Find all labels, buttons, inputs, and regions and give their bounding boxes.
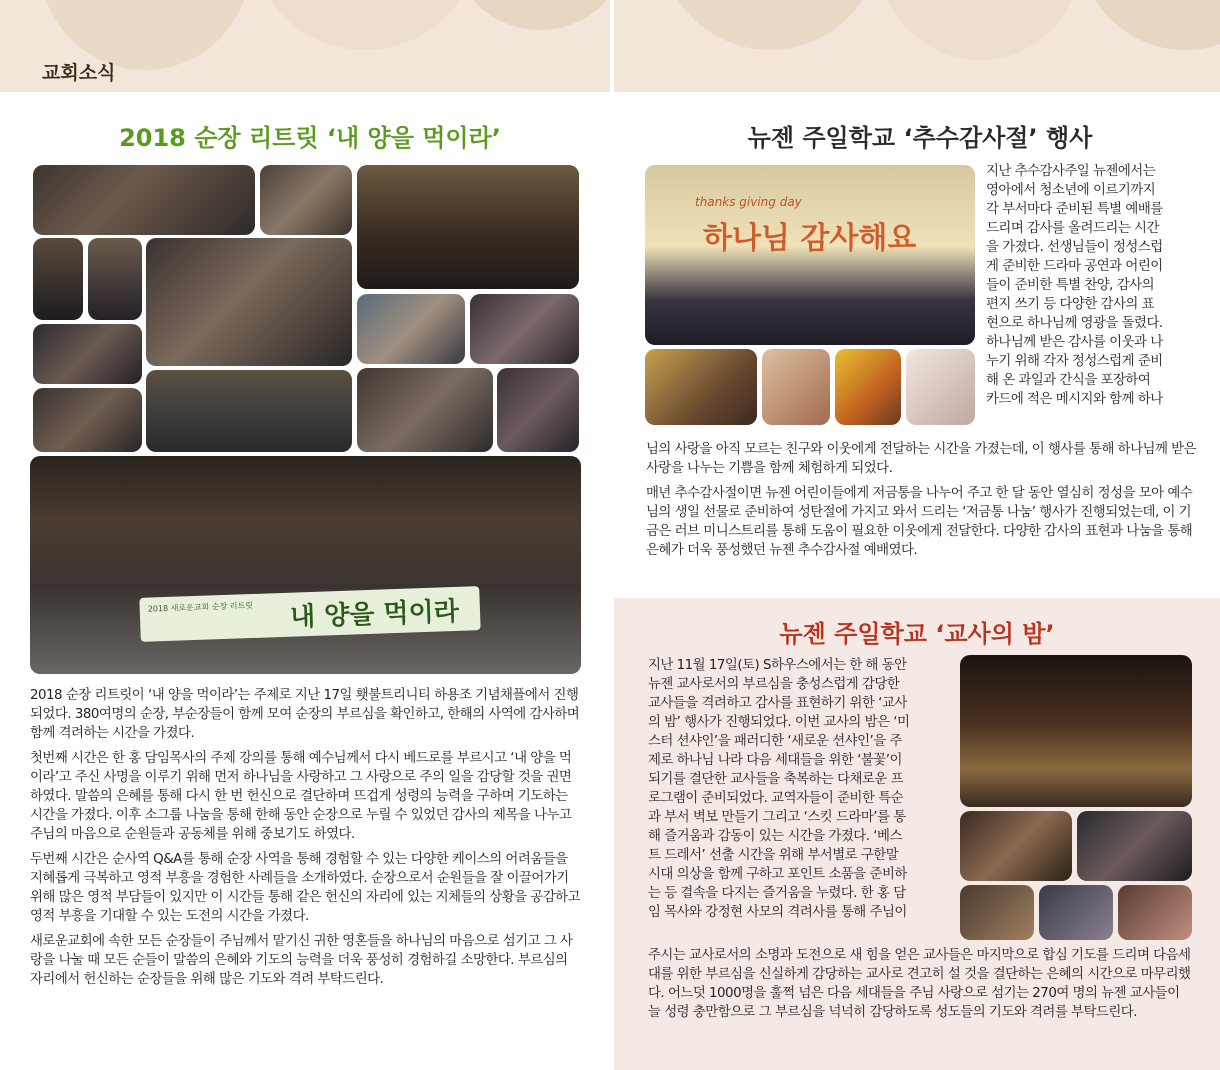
decorative-arc — [880, 0, 1080, 60]
text-line: 되기를 결단한 교사들을 축복하는 다채로운 프 — [648, 772, 904, 787]
text-line: 카드에 적은 메시지와 함께 하나 — [986, 392, 1163, 407]
banner-small-text: 2018 새로운교회 순장 리트릿 — [147, 600, 254, 614]
text-line: 과 부서 벽보 만들기 그리고 ‘스킷 드라마’를 통 — [648, 810, 906, 825]
photo-kids-1 — [645, 349, 757, 425]
banner-main-text: 내 양을 먹이라 — [289, 596, 460, 633]
thanksgiving-title: 뉴젠 주일학교 ‘추수감사절’ 행사 — [747, 124, 1093, 152]
photo-teachers-3 — [960, 885, 1034, 940]
text-line: 편지 쓰기 등 다양한 감사의 표 — [986, 297, 1155, 312]
photo-speaker-1 — [33, 238, 83, 320]
text-line: 뉴젠 교사로서의 부르심을 충성스럽게 감당한 — [648, 677, 900, 692]
photo-caption-korean: 하나님 감사해요 — [703, 221, 917, 256]
photo-speaker-2 — [88, 238, 142, 320]
text-line: 현으로 하나님께 영광을 돌렸다. — [986, 316, 1163, 331]
text-line: 교사들을 격려하고 감사를 표현하기 위한 ‘교사 — [648, 696, 907, 711]
photo-kids-4 — [906, 349, 975, 425]
photo-crowd-1 — [33, 165, 255, 235]
photo-group-large — [30, 456, 581, 674]
paragraph: 새로운교회에 속한 모든 순장들이 주님께서 맡기신 귀한 영혼들을 하나님의 마음으로 섬기고 그 사랑을 나눌 때 모든 순들이 말씀의 은혜와 기도의 능력을 더욱 풍성히 경험하길 소망한다. 부르심의 자리에서 헌신하는 순장들을 위해 많은 기도와 격려 부탁드린다. — [30, 934, 573, 987]
text-line: 들이 준비한 특별 찬양, 감사의 — [986, 278, 1155, 293]
retreat-title: 2018 순장 리트릿 ‘내 양을 먹이라’ — [119, 124, 501, 152]
photo-small-group — [357, 368, 493, 452]
photo-hall — [357, 165, 579, 289]
text-line: 영아에서 청소년에 이르기까지 — [986, 183, 1156, 198]
photo-group — [33, 388, 142, 452]
paragraph: 첫번째 시간은 한 홍 담임목사의 주제 강의를 통해 예수님께서 다시 베드로를 부르시고 ‘내 양을 먹이라’고 주신 사명을 이루기 위해 먼저 하나님을 사랑하고 그 사랑으로 주의 일을 감당할 것을 권면하였다. 말씀의 은혜를 통해 다시 한 번 헌신으로 결단하며 뜨겁게 성령의 능력을 구하며 기도하는 시간을 가졌다. 이후 소그룹 나눔을 통해 한해 동안 순장으로 누릴 수 있었던 감사의 제목을 나누고 주님의 마음으로 순원들과 공동체를 위해 중보기도 하였다. — [30, 751, 572, 842]
decorative-arc — [660, 0, 880, 50]
text-line: 지난 11월 17일(토) S하우스에서는 한 해 동안 — [648, 658, 907, 673]
photo-panel-signs — [146, 370, 352, 452]
text-line: 의 밤’ 행사가 진행되었다. 이번 교사의 밤은 ‘미 — [648, 715, 910, 730]
text-line: 을 가졌다. 선생님들이 정성스럽 — [986, 240, 1163, 255]
photo-prayer-2 — [497, 368, 579, 452]
photo-teachers-4 — [1039, 885, 1113, 940]
text-line: 제로 하나님 나라 다음 세대들을 위한 ‘불꽃’이 — [648, 753, 902, 768]
text-line: 트 드레서’ 선출 시간을 위해 부서별로 구한말 — [648, 848, 899, 863]
decorative-arc — [450, 0, 630, 30]
text-line: 누기 위해 각자 정성스럽게 준비 — [986, 354, 1163, 369]
paragraph: 두번째 시간은 순사역 Q&A를 통해 순장 사역을 통해 경험할 수 있는 다양한 케이스의 어려움들을 지혜롭게 극복하고 영적 부흥을 경험한 사례들을 소개하였다. 순장으로서 순원들을 잘 이끌어가기 위해 많은 영적 부담들이 있지만 이 시간들 통해 같은 헌신의 자리에 있는 지체들의 상황을 공감하고 영적 부흥을 기대할 수 있는 도전의 시간을 가졌다. — [30, 852, 581, 924]
text-line: 시대 의상을 함께 구하고 포인트 소품을 준비하 — [648, 867, 907, 882]
teachers-night-article — [648, 946, 1194, 1028]
retreat-article — [30, 686, 582, 995]
text-line: 게 준비한 드라마 공연과 어린이 — [986, 259, 1163, 274]
photo-stage — [33, 324, 142, 384]
decorative-arc — [1080, 0, 1220, 50]
photo-kids-3 — [835, 349, 901, 425]
photo-caption-english: thanks giving day — [695, 195, 802, 209]
photo-crowd-2 — [260, 165, 352, 235]
text-line: 지난 추수감사주일 뉴젠에서는 — [986, 164, 1156, 179]
paragraph: 2018 순장 리트릿이 ‘내 양을 먹이라’는 주제로 지난 17일 횃불트리니티 하용조 기념채플에서 진행되었다. 380여명의 순장, 부순장들이 함께 모여 순장의 부르심을 확인하고, 한해의 사역에 감사하며 함께 격려하는 시간을 가졌다. — [30, 688, 580, 741]
photo-teachers-hall — [960, 655, 1192, 807]
teachers-night-wrap-text — [648, 656, 956, 922]
paragraph: 님의 사랑을 아직 모르는 친구와 이웃에게 전달하는 시간을 가졌는데, 이 행사를 통해 하나님께 받은 사랑을 나누는 기쁨을 함께 체험하게 되었다. — [646, 442, 1197, 476]
decorative-arc — [250, 0, 480, 50]
photo-kids-2 — [762, 349, 830, 425]
text-line: 임 목사와 강정현 사모의 격려사를 통해 주님이 — [648, 905, 907, 920]
thanksgiving-article — [646, 440, 1196, 566]
section-label: 교회소식 — [42, 62, 116, 84]
photo-teachers-5 — [1118, 885, 1192, 940]
paragraph: 주시는 교사로서의 소명과 도전으로 새 힘을 얻은 교사들은 마지막으로 합심 기도를 드리며 다음세대를 위한 부르심을 신실하게 감당하는 교사로 견고히 설 것을 결단하는 은혜의 시간으로 마무리했다. 어느덧 1000명을 훌쩍 넘은 다음 세대들을 주님 사랑으로 섬기는 270여 명의 뉴젠 교사들이 늘 성령 충만함으로 그 부르심을 넉넉히 감당하도록 성도들의 기도와 격려를 부탁드린다. — [648, 948, 1191, 1020]
text-line: 로그램이 준비되었다. 교역자들이 준비한 특순 — [648, 791, 904, 806]
thanksgiving-wrap-text — [986, 162, 1196, 409]
teachers-night-title: 뉴젠 주일학교 ‘교사의 밤’ — [779, 620, 1055, 648]
banner — [139, 586, 480, 642]
text-line: 해 온 과일과 간식을 포장하여 — [986, 373, 1151, 388]
photo-thanksgiving-stage — [645, 165, 975, 345]
text-line: 해 즐거움과 감동이 있는 시간을 가졌다. ‘베스 — [648, 829, 902, 844]
photo-worship — [146, 238, 352, 366]
text-line: 각 부서마다 준비된 특별 예배를 — [986, 202, 1163, 217]
paragraph: 매년 추수감사절이면 뉴젠 어린이들에게 저금통을 나누어 주고 한 달 동안 열심히 정성을 모아 예수님의 생일 선물로 준비하여 성탄절에 가지고 와서 드리는 ‘저금통 나눔’ 행사가 진행되었는데, 이 기금은 러브 미니스트리를 통해 도움이 필요한 이웃에게 전달한다. 다양한 감사의 표현과 나눔을 통해 은혜가 더욱 풍성했던 뉴젠 추수감사절 예배였다. — [646, 486, 1193, 558]
text-line: 드리며 감사를 올려드리는 시간 — [986, 221, 1159, 236]
photo-teachers-2 — [1077, 811, 1192, 881]
text-line: 스터 션샤인’을 패러디한 ‘새로운 션샤인’을 주 — [648, 734, 902, 749]
photo-teachers-1 — [960, 811, 1072, 881]
text-line: 는 등 결속을 다지는 즐거움을 누렸다. 한 홍 담 — [648, 886, 906, 901]
photo-qa-panel — [357, 294, 465, 364]
text-line: 하나님께 받은 감사를 이웃과 나 — [986, 335, 1163, 350]
photo-prayer-1 — [470, 294, 579, 364]
